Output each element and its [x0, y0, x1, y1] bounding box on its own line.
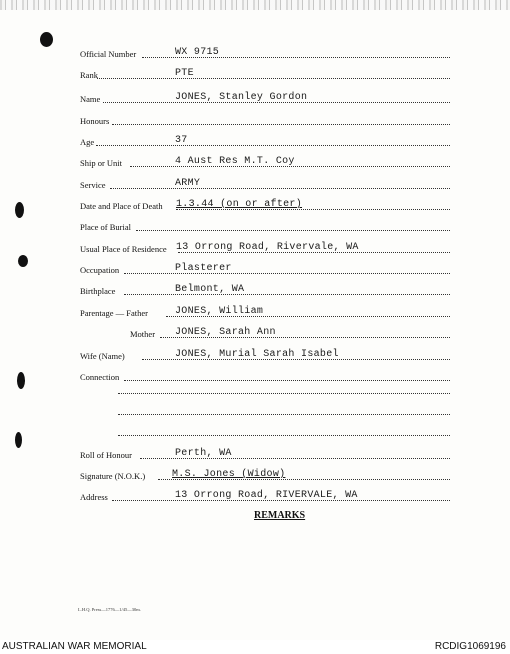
printer-note: L.H.Q. Press—1776—1/45—30m. — [78, 607, 141, 612]
field-name — [0, 88, 510, 106]
field-service — [0, 174, 510, 192]
field-roll-of-honour — [0, 444, 510, 462]
field-usual-residence — [0, 238, 510, 256]
label-wife: Wife (Name) — [80, 351, 125, 361]
value-signature: M.S. Jones (Widow) — [172, 469, 286, 480]
value-date-place-of-death: 1.3.44 (on or after) — [176, 199, 303, 210]
label-mother: Mother — [130, 329, 156, 339]
field-connection — [0, 366, 510, 384]
label-signature: Signature (N.O.K.) — [80, 471, 146, 481]
dotted-line — [110, 188, 450, 189]
field-official-number — [0, 43, 510, 61]
dotted-line — [136, 230, 450, 231]
field-wife — [0, 345, 510, 363]
field-birthplace — [0, 280, 510, 298]
dotted-line — [124, 273, 450, 274]
institution-name: AUSTRALIAN WAR MEMORIAL — [2, 641, 147, 652]
dotted-line — [112, 124, 450, 125]
value-address: 13 Orrong Road, RIVERVALE, WA — [175, 490, 358, 501]
value-wife: JONES, Murial Sarah Isabel — [175, 349, 339, 360]
label-place-of-burial: Place of Burial — [80, 222, 131, 232]
record-reference: RCDIG1069196 — [434, 641, 506, 652]
label-birthplace: Birthplace — [80, 286, 116, 296]
value-name: JONES, Stanley Gordon — [175, 92, 308, 103]
value-father: JONES, William — [175, 306, 264, 317]
field-date-place-of-death — [0, 195, 510, 213]
label-name: Name — [80, 94, 101, 104]
value-birthplace: Belmont, WA — [175, 284, 245, 295]
label-father: Parentage — Father — [80, 308, 148, 318]
value-age: 37 — [175, 135, 188, 146]
field-rank — [0, 64, 510, 82]
connection-line-3 — [118, 414, 450, 415]
dotted-line — [96, 145, 450, 146]
value-occupation: Plasterer — [175, 263, 232, 274]
label-honours: Honours — [80, 116, 110, 126]
field-address — [0, 486, 510, 504]
archive-footer — [0, 640, 510, 654]
label-address: Address — [80, 492, 108, 502]
field-occupation — [0, 259, 510, 277]
label-official-number: Official Number — [80, 49, 137, 59]
field-place-of-burial — [0, 216, 510, 234]
label-age: Age — [80, 137, 95, 147]
dotted-line — [97, 78, 450, 79]
field-honours — [0, 110, 510, 128]
remarks-heading: REMARKS — [254, 510, 306, 521]
value-roll-of-honour: Perth, WA — [175, 448, 232, 459]
label-usual-residence: Usual Place of Residence — [80, 244, 167, 254]
field-mother — [0, 323, 510, 341]
field-age — [0, 131, 510, 149]
value-rank: PTE — [175, 68, 194, 79]
field-father — [0, 302, 510, 320]
value-official-number: WX 9715 — [175, 47, 220, 58]
label-occupation: Occupation — [80, 265, 120, 275]
label-date-place-of-death: Date and Place of Death — [80, 201, 163, 211]
dotted-line — [124, 294, 450, 295]
label-rank: Rank — [80, 70, 98, 80]
label-ship-or-unit: Ship or Unit — [80, 158, 123, 168]
label-service: Service — [80, 180, 106, 190]
dotted-line — [124, 380, 450, 381]
label-connection: Connection — [80, 372, 120, 382]
connection-line-2 — [118, 393, 450, 394]
label-roll-of-honour: Roll of Honour — [80, 450, 132, 460]
field-ship-or-unit — [0, 152, 510, 170]
value-usual-residence: 13 Orrong Road, Rivervale, WA — [176, 242, 359, 253]
field-signature — [0, 465, 510, 483]
value-mother: JONES, Sarah Ann — [175, 327, 276, 338]
value-service: ARMY — [175, 178, 201, 189]
value-ship-or-unit: 4 Aust Res M.T. Coy — [175, 156, 295, 167]
scan-edge-noise — [0, 0, 510, 10]
connection-line-4 — [118, 435, 450, 436]
